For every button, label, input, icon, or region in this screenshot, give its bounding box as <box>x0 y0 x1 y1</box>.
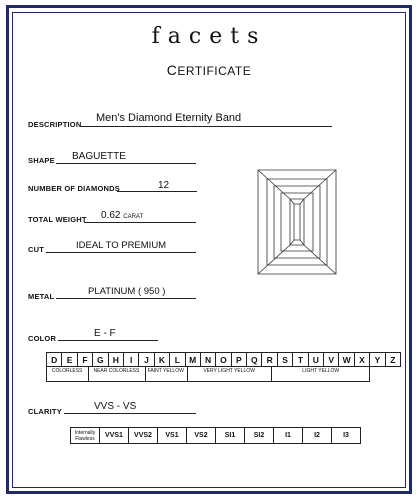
weight-line <box>84 222 196 223</box>
color-grade-d: D <box>47 353 62 367</box>
cut-line <box>46 252 196 253</box>
weight-number: 0.62 <box>101 210 121 221</box>
color-group-divider <box>145 366 146 382</box>
color-group-colorless: COLORLESS <box>51 368 83 374</box>
color-grade-w: W <box>339 353 354 367</box>
certificate-title <box>0 62 418 78</box>
cut-label: CUT <box>28 245 45 254</box>
color-group-divider <box>187 366 188 382</box>
color-grade-s: S <box>277 353 292 367</box>
number-line <box>117 191 197 192</box>
color-grade-j: J <box>139 353 154 367</box>
description-label: DESCRIPTION <box>28 120 82 129</box>
clarity-grade-i3: I3 <box>332 428 361 444</box>
color-grade-q: Q <box>247 353 262 367</box>
shape-line <box>56 163 196 164</box>
clarity-value: VVS - VS <box>94 401 137 412</box>
color-grade-x: X <box>354 353 369 367</box>
certificate-inner-border <box>12 12 406 488</box>
weight-label: TOTAL WEIGHT <box>28 215 87 224</box>
clarity-grade-vvs2: VVS2 <box>129 428 158 444</box>
clarity-line <box>64 413 196 414</box>
color-value: E - F <box>94 328 116 339</box>
clarity-grade-vs1: VS1 <box>158 428 187 444</box>
color-grade-e: E <box>62 353 77 367</box>
clarity-grade-i2: I2 <box>303 428 332 444</box>
diagram-step-1 <box>267 179 327 265</box>
description-line <box>80 126 332 127</box>
color-group-near-colorless: NEAR COLORLESS <box>93 368 140 374</box>
color-group-light-yellow: LIGHT YELLOW <box>302 368 340 374</box>
color-grade-p: P <box>231 353 246 367</box>
clarity-grade-si2: SI2 <box>245 428 274 444</box>
color-grade-t: T <box>293 353 308 367</box>
number-label: NUMBER OF DIAMONDS <box>28 184 120 193</box>
color-label: COLOR <box>28 334 57 343</box>
shape-label: SHAPE <box>28 156 55 165</box>
color-grade-z: Z <box>385 353 400 367</box>
diagram-table <box>290 199 304 245</box>
clarity-grade-vvs1: VVS1 <box>100 428 129 444</box>
clarity-grade-row <box>71 428 361 444</box>
metal-value: PLATINUM ( 950 ) <box>88 286 166 297</box>
cut-value: IDEAL TO PREMIUM <box>76 240 167 251</box>
metal-line <box>56 298 196 299</box>
number-value: 12 <box>158 180 170 191</box>
color-grade-r: R <box>262 353 277 367</box>
brand-logo: facets <box>151 24 267 49</box>
color-group-very-light-yellow: VERY LIGHT YELLOW <box>203 368 255 374</box>
clarity-grade-i1: I1 <box>274 428 303 444</box>
diagram-step-3 <box>281 193 313 251</box>
color-grade-f: F <box>77 353 92 367</box>
color-grade-k: K <box>154 353 169 367</box>
clarity-label: CLARITY <box>28 407 62 416</box>
color-grade-v: V <box>324 353 339 367</box>
description-value: Men's Diamond Eternity Band <box>96 112 242 124</box>
diagram-culet <box>294 204 300 240</box>
color-grade-y: Y <box>370 353 385 367</box>
color-line <box>58 340 158 341</box>
shape-value: BAGUETTE <box>72 151 126 162</box>
weight-value <box>101 210 143 221</box>
color-grade-i: I <box>123 353 138 367</box>
color-grade-scale <box>46 352 401 367</box>
color-grade-m: M <box>185 353 200 367</box>
color-group-faint-yellow: FAINT YELLOW <box>147 368 184 374</box>
color-grade-row <box>47 353 401 367</box>
color-grade-l: L <box>170 353 185 367</box>
clarity-grade-scale <box>70 427 361 444</box>
metal-label: METAL <box>28 292 55 301</box>
color-grade-o: O <box>216 353 231 367</box>
color-grade-u: U <box>308 353 323 367</box>
title-initial: C <box>166 62 178 78</box>
clarity-grade-si1: SI1 <box>216 428 245 444</box>
title-rest: ERTIFICATE <box>177 64 252 78</box>
color-grade-h: H <box>108 353 123 367</box>
clarity-grade-internally-flawless: Internally Flawless <box>71 428 100 444</box>
baguette-diagram <box>256 168 338 276</box>
color-grade-n: N <box>200 353 215 367</box>
clarity-grade-vs2: VS2 <box>187 428 216 444</box>
weight-unit: CARAT <box>123 214 144 220</box>
color-group-divider <box>271 366 272 382</box>
color-group-divider <box>88 366 89 382</box>
color-grade-g: G <box>93 353 108 367</box>
